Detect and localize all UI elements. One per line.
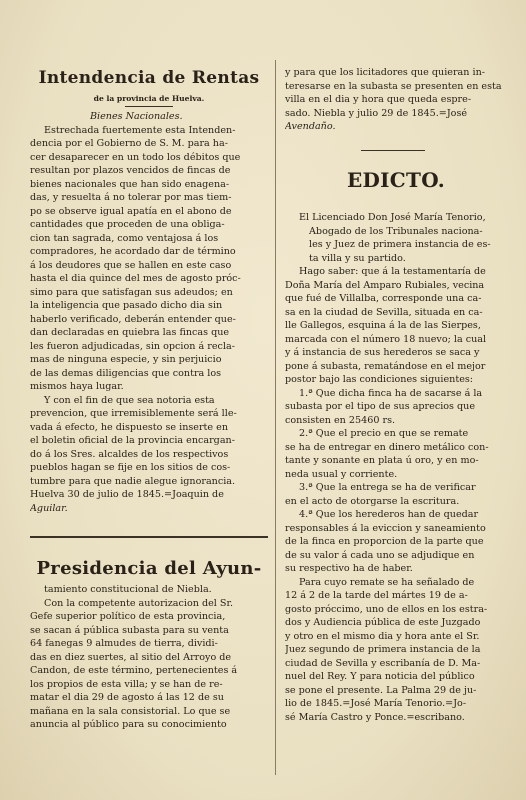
text-line: matar el dia 29 de agosto á las 12 de su — [30, 692, 224, 703]
text-line: Y con el fin de que sea notoria esta — [44, 394, 215, 406]
presidencia-title: Presidencia del Ayun- — [36, 558, 262, 579]
text-line: Avendaño. — [285, 121, 336, 132]
text-line: das, y resuelta á no tolerar por mas tiem- — [30, 192, 232, 203]
text-line: 1.ª Que dicha finca ha de sacarse á la — [299, 387, 483, 399]
text-line: su respectivo ha de haber. — [285, 563, 413, 574]
intendencia-title: Intendencia de Rentas — [38, 68, 260, 88]
text-line: Hago saber: que á la testamentaría de — [299, 266, 486, 277]
text-line: Candon, de este término, pertenecientes á — [30, 665, 238, 676]
text-line: dencia por el Gobierno de S. M. para ha- — [30, 138, 228, 149]
text-line: consisten en 25460 rs. — [285, 414, 396, 426]
text-line: Gefe superior político de esta provincia, — [30, 611, 226, 622]
section-rule — [30, 536, 268, 538]
text-line: dos y Audiencia pública de este Juzgado — [285, 617, 481, 628]
text-line: sé María Castro y Ponce.=escribano. — [285, 711, 465, 723]
text-line: mas de ninguna especie, y sin perjuicio — [30, 354, 222, 365]
text-line: Huelva 30 de julio de 1845.=Joaquin de — [30, 489, 224, 500]
text-line: marcada con el número 18 nuevo; la cual — [285, 333, 487, 345]
text-line: de la finca en proporcion de la parte que — [285, 536, 484, 547]
text-line: en el acto de otorgarse la escritura. — [285, 495, 460, 507]
text-line: de su valor á cada uno se adjudique en — [285, 549, 475, 561]
text-line: haberlo verificado, deberán entender que- — [30, 313, 236, 325]
text-line: les y Juez de primera instancia de es- — [309, 239, 491, 250]
intendencia-body — [30, 110, 268, 515]
edicto-title: EDICTO. — [346, 168, 446, 192]
text-line: neda usual y corriente. — [285, 468, 398, 480]
text-line: se pone el presente. La Palma 29 de ju- — [285, 684, 477, 696]
intendencia-subtitle: de la provincia de Huelva. — [93, 94, 205, 103]
text-line: y otro en el mismo dia y hora ante el Sr. — [285, 630, 480, 642]
text-line: sado. Niebla y julio 29 de 1845.=José — [285, 107, 468, 119]
text-line: cion tan sagrada, como ventajosa á los — [30, 232, 219, 244]
text-line: pone á subasta, rematándose en el mejor — [285, 360, 486, 372]
text-line: anuncia al público para su conocimiento — [30, 719, 227, 730]
text-line: villa en el dia y hora que queda espre- — [285, 94, 472, 105]
text-line: los propios de esta villa; y se han de re- — [30, 678, 223, 690]
text-line: les fueron adjudicadas, sin opcion á recla- — [30, 340, 235, 352]
text-line: prevencion, que irremisiblemente será lle- — [30, 408, 237, 419]
text-line: 12 á 2 de la tarde del mártes 19 de a- — [285, 590, 468, 601]
text-line: lio de 1845.=José María Tenorio.=Jo- — [285, 698, 467, 709]
text-line: resultan por plazos vencidos de fincas de — [30, 165, 231, 176]
text-line: cantidades que proceden de una obliga- — [30, 219, 225, 230]
text-line: tamiento constitucional de Niebla. — [44, 584, 212, 595]
column-divider — [275, 60, 276, 775]
text-line: Estrechada fuertemente esta Intenden- — [44, 124, 236, 136]
edicto-rule — [361, 150, 425, 151]
text-line: Juez segundo de primera instancia de la — [285, 644, 481, 655]
section-heading: Bienes Nacionales. — [90, 111, 183, 122]
text-line: ciudad de Sevilla y escribanía de D. Ma- — [285, 657, 481, 669]
text-line: se sacan á pública subasta para su venta — [30, 624, 229, 636]
text-line: do á los Sres. alcaldes de los respectivos — [30, 448, 229, 460]
text-line: lle Gallegos, esquina á la de las Sierpes, — [285, 320, 481, 331]
text-line: simo para que satisfagan sus adeudos; en — [30, 286, 233, 298]
text-line: 2.ª Que el precio en que se remate — [299, 428, 469, 439]
text-line: Aguilar. — [30, 502, 68, 514]
text-line: Para cuyo remate se ha señalado de — [299, 576, 475, 588]
text-line: y para que los licitadores que quieran in- — [285, 67, 485, 78]
left-column — [30, 0, 268, 800]
text-line: Abogado de los Tribunales naciona- — [309, 225, 483, 237]
text-line: pueblos hagan se fije en los sitios de cos- — [30, 462, 231, 473]
text-line: dan declaradas en quiebra las fincas que — [30, 327, 230, 338]
text-line: de las demas diligencias que contra los — [30, 367, 222, 379]
text-line: postor bajo las condiciones siguientes: — [285, 374, 474, 385]
text-line: 64 fanegas 9 almudes de tierra, dividi- — [30, 638, 218, 649]
text-line: cer desaparecer en un todo los débitos que — [30, 151, 241, 163]
text-line: á los deudores que se hallen en este caso — [30, 259, 232, 271]
text-line: nuel del Rey. Y para noticia del público — [285, 671, 475, 682]
text-line: tumbre para que nadie alegue ignorancia. — [30, 475, 236, 487]
text-line: responsables á la eviccion y saneamiento — [285, 522, 486, 534]
text-line: 3.ª Que la entrega se ha de verificar — [299, 482, 476, 493]
text-line: bienes nacionales que han sido enagena- — [30, 178, 230, 190]
text-line: sa en la ciudad de Sevilla, situada en ca- — [285, 306, 483, 318]
edicto-body — [285, 211, 507, 724]
text-line: gosto próccimo, uno de ellos en los estra- — [285, 603, 488, 615]
text-line: tante y sonante en plata ú oro, y en mo- — [285, 455, 479, 466]
text-line: Con la competente autorizacion del Sr. — [44, 597, 234, 609]
text-line: compradores, he acordado dar de término — [30, 246, 236, 257]
text-line: mañana en la sala consistorial. Lo que se — [30, 705, 231, 717]
text-line: y á instancia de sus herederos se saca y — [285, 347, 480, 358]
text-line: subasta por el tipo de sus aprecios que — [285, 401, 476, 412]
text-line: ta villa y su partido. — [309, 252, 406, 264]
text-line: El Licenciado Don José María Tenorio, — [299, 212, 486, 223]
text-line: se ha de entregar en dinero metálico con- — [285, 441, 489, 453]
text-line: el boletin oficial de la provincia encargan- — [30, 435, 235, 446]
text-line: hasta el dia quince del mes de agosto próc- — [30, 273, 241, 284]
text-line: 4.ª Que los herederos han de quedar — [299, 509, 479, 520]
text-line: teresarse en la subasta se presenten en esta — [285, 80, 502, 92]
presidencia-body — [30, 583, 268, 732]
text-line: po se observe igual apatía en el abono de — [30, 205, 232, 217]
title-rule — [125, 106, 173, 107]
right-top-body — [285, 66, 507, 134]
right-column — [285, 0, 507, 800]
text-line: das en diez suertes, al sitio del Arroyo de — [30, 651, 232, 663]
text-line: Doña María del Amparo Rubiales, vecina — [285, 279, 485, 291]
text-line: que fué de Villalba, corresponde una ca- — [285, 293, 482, 304]
text-line: la inteligencia que pasado dicho dia sin — [30, 300, 223, 311]
text-line: vada á efecto, he dispuesto se inserte en — [30, 421, 228, 433]
text-line: mismos haya lugar. — [30, 381, 124, 392]
